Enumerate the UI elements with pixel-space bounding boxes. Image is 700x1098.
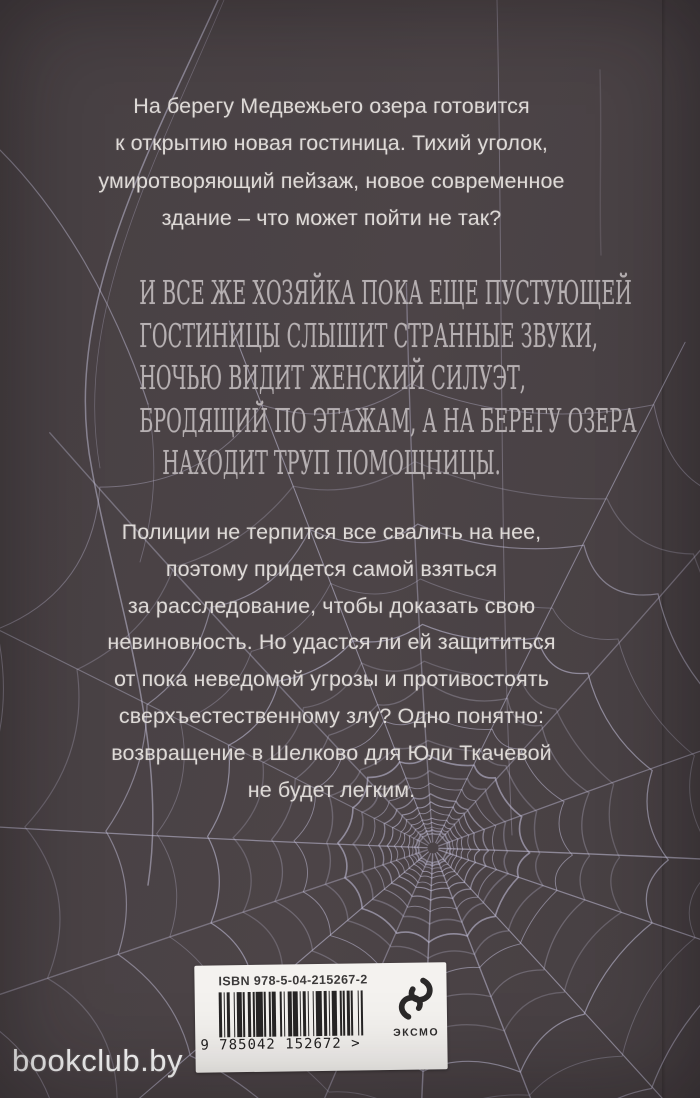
tagline-line: НОЧЬЮ ВИДИТ ЖЕНСКИЙ СИЛУЭТ, [139,358,526,398]
barcode-bar [248,992,252,1037]
barcode-bars [219,990,366,1037]
barcode-bar [316,991,323,1036]
barcode-bar [299,991,301,1036]
blurb-line: Полиции не терпится все свалить на нее, [121,520,542,544]
blurb-line: от пока неведомой угрозы и противостоять [113,667,550,692]
isbn-text: ISBN 978-5-04-215267-2 [218,972,368,989]
barcode-bar [253,992,255,1037]
barcode-bar [351,991,353,1036]
tagline-line: НАХОДИТ ТРУП ПОМОЩНИЦЫ. [162,443,501,483]
barcode-bar [236,992,241,1037]
watermark-site: bookclub.by [12,1043,183,1078]
barcode-bar [361,990,363,1035]
publisher-name: ЭКСМО [393,1026,440,1039]
blurb-line: умиротворяющий пейзаж, новое современное [98,168,565,193]
outro-paragraph [0,514,663,808]
blurb-line: невиновность. Но удастся ли ей защититься [107,630,556,655]
blurb-line: здание – что может пойти не так? [161,206,502,231]
barcode-bar [233,992,235,1037]
barcode-bar [346,991,350,1036]
barcode-bar [358,990,360,1035]
barcode-bar [269,992,271,1037]
barcode-bar [283,992,285,1037]
barcode-bar [340,991,342,1036]
barcode-bar [288,991,292,1036]
tagline-line: И ВСЕ ЖЕ ХОЗЯЙКА ПОКА ЕЩЕ ПУСТУЮЩЕЙ [139,273,632,312]
barcode-bar [223,992,225,1037]
barcode-bar [272,992,276,1037]
barcode-bar [280,992,282,1037]
blurb-line: сверхъестественному злу? Одно понятно: [118,703,545,728]
tagline-paragraph [139,272,637,485]
barcode-bar [343,991,345,1036]
barcode-bar [312,991,314,1036]
intro-paragraph [0,88,663,238]
blurb-line: поэтому придется самой взяться [165,556,498,581]
blurb-line: На берегу Медвежьего озера готовится [133,94,530,118]
barcode-bar [328,991,330,1036]
barcode-bar [227,992,231,1037]
tagline-line: ГОСТИНИЦЫ СЛЫШИТ СТРАННЫЕ ЗВУКИ, [139,315,598,355]
barcode-bar [243,992,245,1037]
barcode-digits: 9 785042 152672 > [200,1035,361,1054]
barcode-bar [307,991,309,1036]
barcode-label [194,962,447,1073]
blurb-line: к открытию новая гостиница. Тихий уголок, [115,131,548,156]
barcode-bar [256,992,263,1037]
blurb-line: за расследование, чтобы доказать свою [127,593,536,618]
barcode-bar [293,991,298,1036]
barcode-bar [264,992,266,1037]
barcode-bar [219,992,223,1037]
barcode-bar [303,991,307,1036]
cover-spine-edge [662,0,700,1098]
barcode-bar [332,991,337,1036]
blurb-line: не будет легким. [247,777,416,802]
blurb-line: возвращение в Шелково для Юли Ткачевой [111,740,552,765]
barcode-bar [324,991,328,1036]
publisher-block [388,977,443,1039]
tagline-line: БРОДЯЩИЙ ПО ЭТАЖАМ, А НА БЕРЕГУ ОЗЕРА [139,400,637,440]
eksmo-swirl-icon [396,977,435,1020]
